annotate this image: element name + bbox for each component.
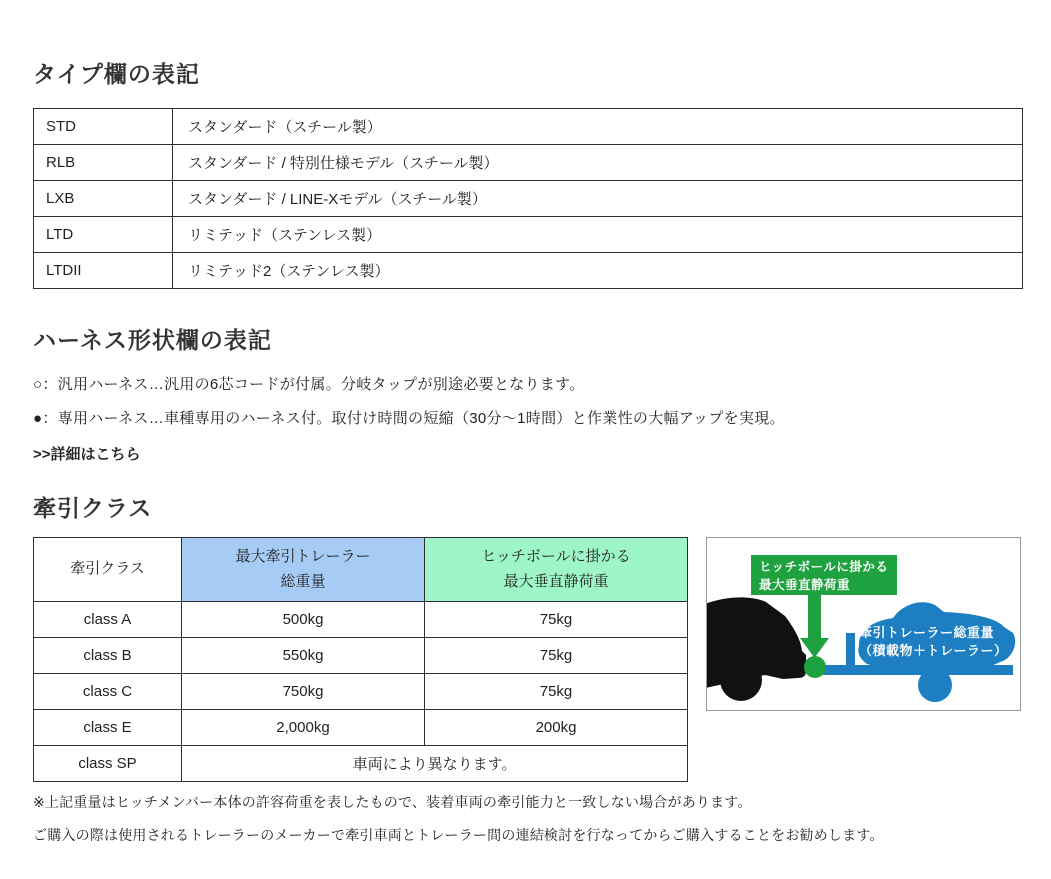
header-max-trailer-weight (182, 538, 425, 602)
header-line: 最大垂直静荷重 (503, 572, 609, 590)
load-cell: 200kg (425, 710, 688, 746)
towing-class-table (33, 537, 688, 782)
note-weight-disclaimer: ※上記重量はヒッチメンバー本体の許容荷重を表したもので、装着車両の牽引能力と一致しない場合があります。 (33, 794, 752, 810)
table-row (34, 253, 1023, 289)
trailer-post (846, 633, 855, 667)
load-cell: 75kg (425, 638, 688, 674)
harness-section-heading: ハーネス形状欄の表記 (33, 327, 272, 353)
type-table (33, 108, 1023, 289)
type-desc: スタンダード / LINE-Xモデル（スチール製） (173, 181, 1023, 217)
harness-generic-line: ○：汎用ハーネス…汎用の6芯コードが付属。分岐タップが別途必要となります。 (33, 376, 585, 393)
class-cell: class C (34, 674, 182, 710)
car-wheel (720, 659, 762, 701)
table-row (34, 109, 1023, 145)
label-line: 牽引トレーラー総重量 (859, 625, 995, 640)
type-desc: スタンダード / 特別仕様モデル（スチール製） (173, 145, 1023, 181)
note-purchase-advice: ご購入の際は使用されるトレーラーのメーカーで牽引車両とトレーラー間の連結検討を行なってからご購入することをお勧めします。 (33, 827, 884, 843)
table-header-row (34, 538, 688, 602)
footer-notes (33, 792, 1023, 845)
type-desc: スタンダード（スチール製） (173, 109, 1023, 145)
type-desc: リミテッド（ステンレス製） (173, 217, 1023, 253)
class-cell: class SP (34, 746, 182, 782)
harness-dedicated-line: ●：専用ハーネス…車種専用のハーネス付。取付け時間の短縮（30分～1時間）と作業性の大幅アップを実現。 (33, 410, 785, 427)
load-cell: 75kg (425, 674, 688, 710)
header-line: 総重量 (280, 572, 326, 590)
type-code: LXB (34, 181, 173, 217)
towing-content-row (33, 537, 1023, 782)
label-line: ヒッチボールに掛かる (759, 560, 889, 574)
class-cell: class B (34, 638, 182, 674)
type-desc: リミテッド2（ステンレス製） (173, 253, 1023, 289)
class-cell: class A (34, 602, 182, 638)
towing-diagram (706, 537, 1021, 711)
trailer-wheel (918, 668, 952, 702)
table-row (34, 181, 1023, 217)
weight-cell: 550kg (182, 638, 425, 674)
trailer-weight-label (859, 624, 1008, 660)
hitch-ball (804, 656, 826, 678)
type-code: LTDII (34, 253, 173, 289)
header-max-vertical-load (425, 538, 688, 602)
weight-cell: 750kg (182, 674, 425, 710)
sp-note-cell: 車両により異なります。 (182, 746, 688, 782)
type-section-heading: タイプ欄の表記 (33, 61, 200, 87)
table-row (34, 145, 1023, 181)
towing-section-heading: 牽引クラス (33, 495, 153, 521)
vertical-load-label (751, 555, 897, 595)
type-code: RLB (34, 145, 173, 181)
class-cell: class E (34, 710, 182, 746)
table-row (34, 602, 688, 638)
type-code: LTD (34, 217, 173, 253)
detail-link[interactable]: >>詳細はこちら (33, 446, 141, 463)
table-row (34, 217, 1023, 253)
table-row (34, 746, 688, 782)
arrow-shaft (808, 593, 821, 638)
label-line: 最大垂直静荷重 (759, 578, 851, 593)
weight-cell: 2,000kg (182, 710, 425, 746)
load-cell: 75kg (425, 602, 688, 638)
table-row (34, 674, 688, 710)
weight-cell: 500kg (182, 602, 425, 638)
table-row (34, 710, 688, 746)
type-code: STD (34, 109, 173, 145)
header-towing-class: 牽引クラス (34, 538, 182, 602)
header-line: 最大牽引トレーラー (235, 547, 371, 565)
table-row (34, 638, 688, 674)
label-line: （積載物＋トレーラー） (859, 643, 1008, 659)
header-line: ヒッチボールに掛かる (481, 547, 631, 565)
